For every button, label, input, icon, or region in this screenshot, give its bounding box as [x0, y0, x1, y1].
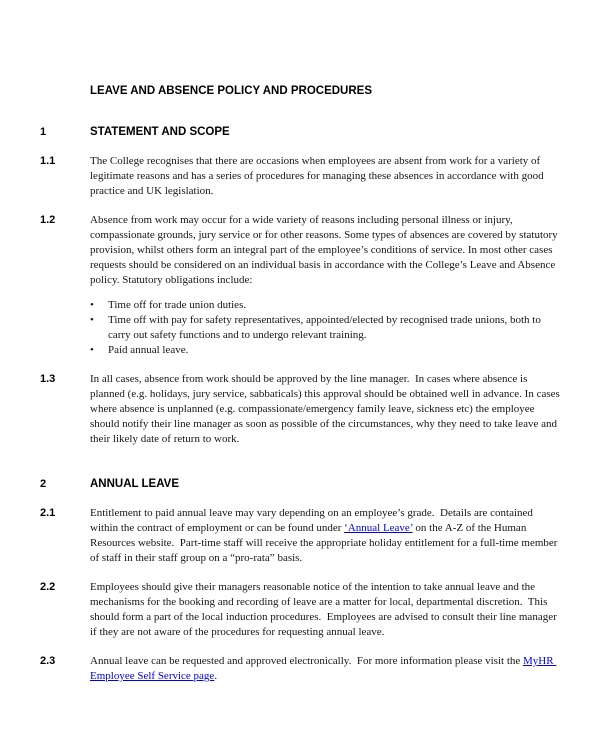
- clause-number: 2.2: [40, 581, 56, 593]
- section-number: 1: [40, 126, 47, 138]
- clause-text-segment: .: [214, 670, 218, 682]
- bullet-icon: •: [90, 299, 94, 311]
- bullet-list: [90, 298, 563, 358]
- section-number: 2: [40, 478, 47, 490]
- bullet-text: Time off with pay for safety representatives, appointed/elected by recognised trade unions, both to carry out safety functions and to undergo relevant training.: [108, 314, 544, 341]
- bullet-item: [90, 298, 563, 313]
- document-title: LEAVE AND ABSENCE POLICY AND PROCEDURES: [90, 85, 372, 97]
- clause-text-segment: Annual leave can be requested and approved electronically. For more information please visit the: [90, 655, 524, 667]
- annual-leave-link[interactable]: ‘Annual Leave’: [344, 522, 413, 534]
- clause-2-2: [40, 580, 563, 640]
- clause-2-3: [40, 654, 563, 684]
- clause-text: [90, 654, 563, 684]
- section-1-heading-row: [40, 125, 563, 140]
- clause-text: Absence from work may occur for a wide variety of reasons including personal illness or injury, compassionate grounds, jury service or for other reasons. Some types of absences are covered by statutory provision, whilst others form an integral part of the employee’s conditions of service. In most other cases requests should be considered on an individual basis in accordance with the College’s Leave and Absence policy. Statutory obligations include:: [90, 214, 561, 286]
- clause-number: 2.3: [40, 655, 56, 667]
- section-2-heading-row: [40, 477, 563, 492]
- bullet-item: [90, 343, 563, 358]
- clause-text-segment: Entitlement to paid annual leave may vary depending on an employee’s grade. Details are contained within the contract of employment or can be found under: [90, 507, 536, 534]
- clause-text-segment: on the A-Z of the Human Resources website. Part-time staff will receive the appropriate holiday entitlement for a full-time member of staff in their staff group on a “pro-rata” basis.: [90, 522, 561, 564]
- clause-number: 2.1: [40, 507, 56, 519]
- clause-text: [90, 506, 563, 566]
- myhr-self-service-link[interactable]: MyHR Employee Self Service page: [90, 655, 557, 682]
- clause-number: 1.2: [40, 214, 56, 226]
- clause-1-2: [40, 213, 563, 358]
- bullet-text: Time off for trade union duties.: [108, 299, 247, 311]
- clause-number: 1.3: [40, 373, 56, 385]
- bullet-item: [90, 313, 563, 343]
- clause-1-3: [40, 372, 563, 447]
- clause-body: [90, 213, 563, 358]
- bullet-icon: •: [90, 344, 94, 356]
- clause-text: The College recognises that there are occasions when employees are absent from work for a variety of legitimate reasons and has a series of procedures for managing these absences in accordance with good practice and UK legislation.: [90, 155, 547, 197]
- clause-number: 1.1: [40, 155, 56, 167]
- bullet-text: Paid annual leave.: [108, 344, 189, 356]
- section-heading: STATEMENT AND SCOPE: [90, 126, 230, 138]
- clause-1-1: [40, 154, 563, 199]
- clause-2-1: [40, 506, 563, 566]
- clause-text: Employees should give their managers reasonable notice of the intention to take annual leave and the mechanisms for the booking and recording of leave are a matter for local, departmental discretion. This should form a part of the local induction procedures. Employees are advised to consult their line manager if they are not aware of the procedures for requesting annual leave.: [90, 581, 560, 638]
- bullet-icon: •: [90, 314, 94, 326]
- section-heading: ANNUAL LEAVE: [90, 478, 180, 490]
- clause-text: In all cases, absence from work should be approved by the line manager. In cases where absence is planned (e.g. holidays, jury service, sabbaticals) this approval should be obtained well in advance. In cases where absence is unplanned (e.g. compassionate/emergency family leave, sickness etc) the employee should notify their line manager as soon as possible of the circumstances, why they need to take leave and their likely date of return to work.: [90, 373, 563, 445]
